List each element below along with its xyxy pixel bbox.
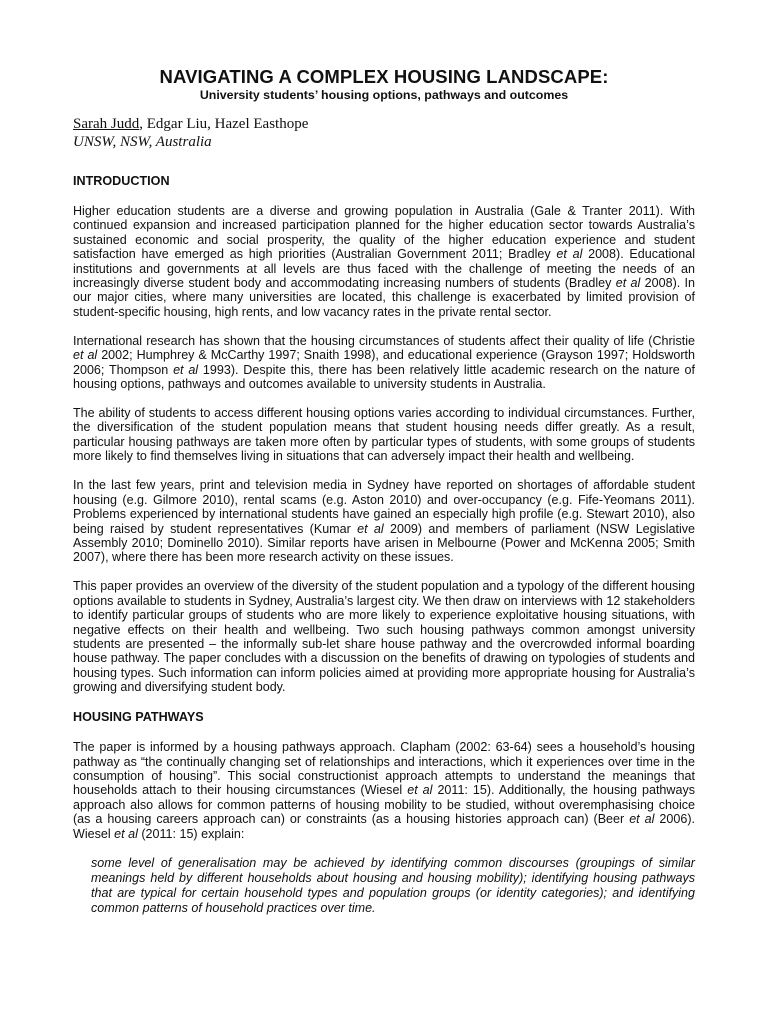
- paragraph-4: In the last few years, print and television media in Sydney have reported on shortages of affordable student housing (e.g. Gilmore 2010), rental scams (e.g. Aston 2010) and over-occupancy (e.g. Fife-Yeomans 2011). Problems experienced by international students have gained an especially high profile (e.g. Stewart 2010), also being raised by student representatives (Kumar et al 2009) and members of parliament (NSW Legislative Assembly 2010; Dominello 2010). Similar reports have arisen in Melbourne (Power and McKenna 2005; Smith 2007), where there has been more research activity on these issues.: [73, 478, 695, 565]
- section-heading-housing-pathways: HOUSING PATHWAYS: [73, 710, 204, 725]
- paragraph-3: The ability of students to access different housing options varies according to individual circumstances. Further, the diversification of the student population means that student housing needs differ greatly. As a result, particular housing pathways are taken more often by particular types of students, with some groups of students more likely to find themselves living in situations that can adversely impact their health and wellbeing.: [73, 406, 695, 464]
- block-quote: some level of generalisation may be achieved by identifying common discourses (groupings of similar meanings held by different households about housing and housing mobility); identifying housing pathways that are typical for certain household types and population groups (or identity categories); and identifying common patterns of household practices over time.: [91, 855, 695, 915]
- co-authors: , Edgar Liu, Hazel Easthope: [139, 116, 309, 132]
- paper-title: NAVIGATING A COMPLEX HOUSING LANDSCAPE:: [159, 66, 609, 87]
- paragraph-1: Higher education students are a diverse and growing population in Australia (Gale & Tranter 2011). With continued expansion and increased participation planned for the higher education sector towards Australia’s sustained economic and social prosperity, the quality of the higher education experience and student satisfaction have emerged as high priorities (Australian Government 2011; Bradley et al 2008). Educational institutions and governments at all levels are thus faced with the challenge of meeting the needs of an increasingly diverse student body and accommodating increasing numbers of students (Bradley et al 2008). In our major cities, where many universities are located, this challenge is exacerbated by limited provision of student-specific housing, high rents, and low vacancy rates in the private rental sector.: [73, 204, 696, 319]
- section-heading-introduction: INTRODUCTION: [73, 174, 170, 188]
- author-list: [73, 115, 695, 133]
- paragraph-5: This paper provides an overview of the diversity of the student population and a typology of the different housing options available to students in Sydney, Australia’s largest city. We then draw on interviews with 12 stakeholders to identify particular groups of students who are more likely to experience exploitative housing situations, with negative effects on their health and wellbeing. Two such housing pathways common amongst university students are presented – the informally sub-let share house pathway and the overcrowded informal boarding house pathway. The paper concludes with a discussion on the benefits of drawing on typologies of students and housing types. Such information can inform policies aimed at providing more appropriate housing for Australia’s growing and diversifying student body.: [73, 579, 695, 695]
- paragraph-2: International research has shown that the housing circumstances of students affect their quality of life (Christie et al 2002; Humphrey & McCarthy 1997; Snaith 1998), and educational experience (Grayson 1997; Holdsworth 2006; Thompson et al 1993). Despite this, there has been relatively little academic research on the nature of housing options, pathways and outcomes available to university students in Australia.: [73, 333, 696, 392]
- paragraph-6: The paper is informed by a housing pathways approach. Clapham (2002: 63-64) sees a household’s housing pathway as “the continually changing set of relationships and interactions, which it experiences over time in the consumption of housing”. This social constructionist approach attempts to understand the meanings that households attach to their housing circumstances (Wiesel et al 2011: 15). Additionally, the housing pathways approach also allows for common patterns of housing mobility to be studied, without overemphasising choice (as a housing careers approach can) or constraints (as a housing histories approach can) (Beer et al 2006). Wiesel et al (2011: 15) explain:: [73, 740, 696, 841]
- affiliation: UNSW, NSW, Australia: [73, 134, 212, 150]
- lead-author: Sarah Judd: [73, 116, 140, 132]
- paper-subtitle: University students’ housing options, pathways and outcomes: [199, 88, 569, 102]
